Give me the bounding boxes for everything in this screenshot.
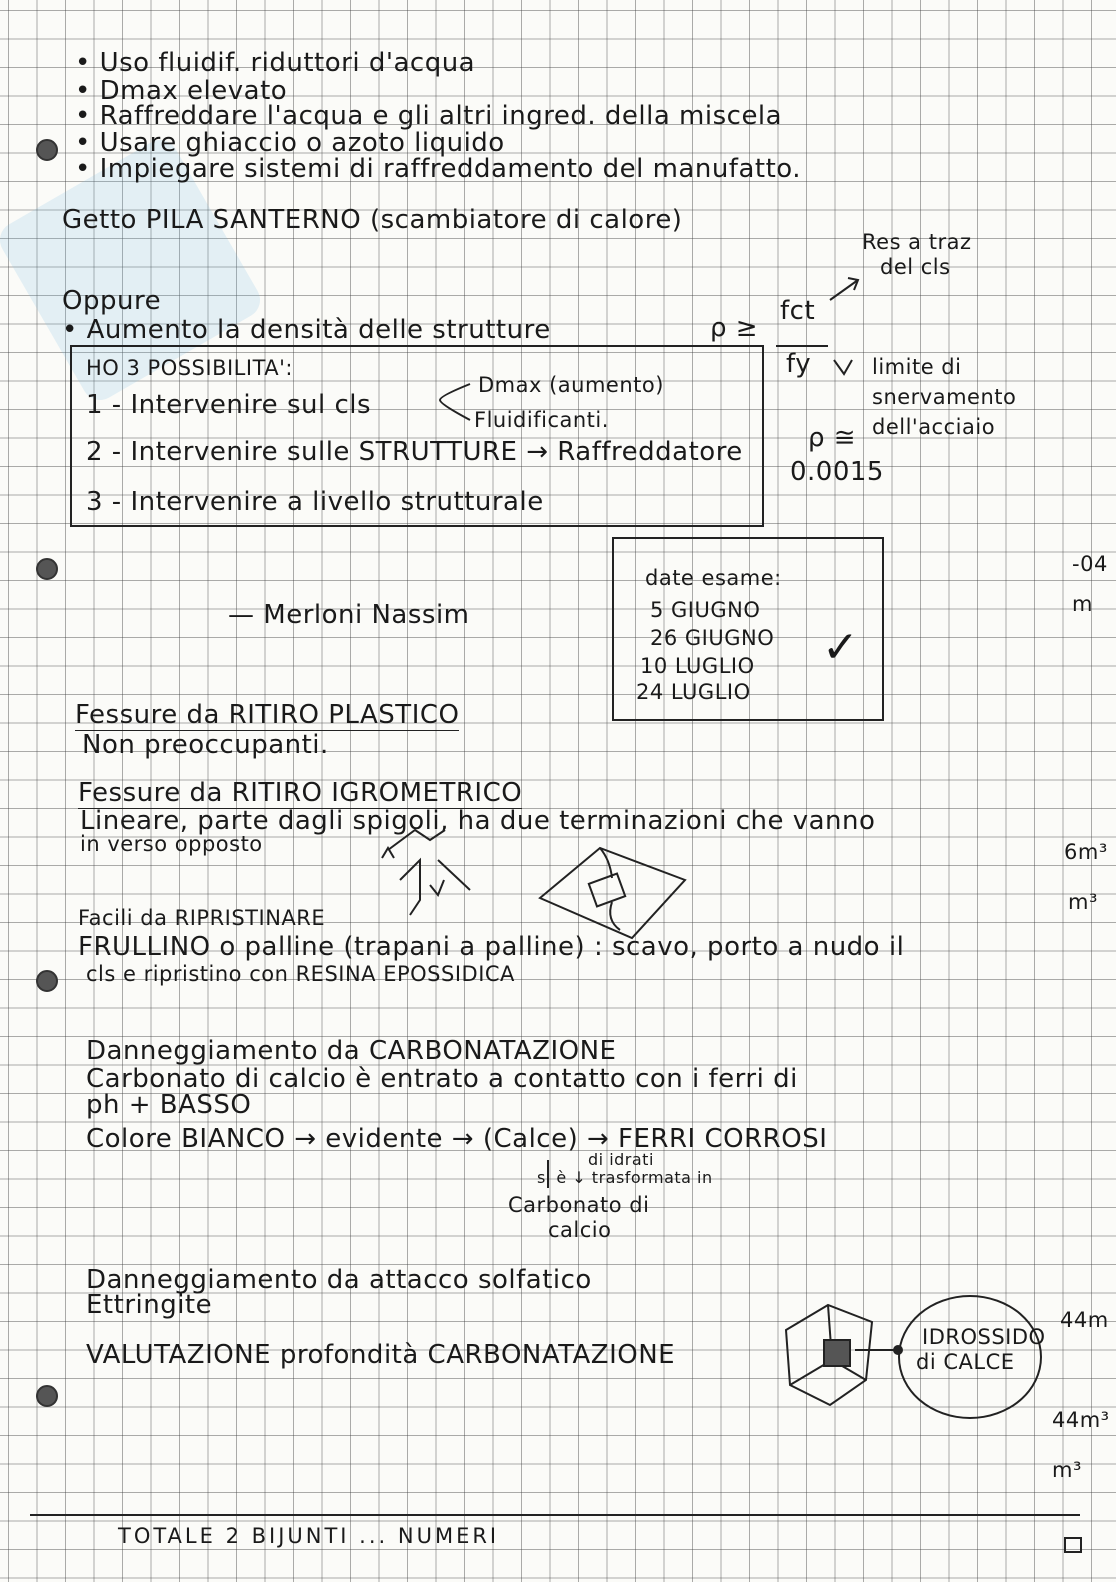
section-heading: Danneggiamento da attacco solfatico — [86, 1265, 592, 1295]
crack-square-sketch — [540, 848, 685, 938]
formula-approx: ρ ≅ — [808, 423, 857, 453]
date-item: 5 GIUGNO — [650, 598, 761, 622]
possibilita-item: 1 - Intervenire sul cls — [86, 390, 372, 420]
aumento-line: • Aumento la densità delle strutture — [62, 315, 551, 345]
margin-mark: 44m — [1060, 1308, 1109, 1332]
margin-mark: m³ — [1068, 890, 1098, 914]
section-heading: Fessure da RITIRO PLASTICO — [75, 700, 460, 730]
margin-mark: -04 — [1072, 552, 1108, 576]
note-line: ph + BASSO — [86, 1090, 252, 1120]
fluid-label: Fluidificanti. — [474, 408, 609, 432]
crack-sketch — [388, 830, 445, 850]
note-line: Lineare, parte dagli spigoli, ha due terminazioni che vanno — [80, 806, 876, 836]
date-item: 10 LUGLIO — [640, 654, 755, 678]
date-item: 24 LUGLIO — [636, 680, 751, 704]
formula-rho: ρ ≥ — [710, 313, 759, 343]
note-line: • Usare ghiaccio o azoto liquido — [75, 128, 505, 158]
margin-mark: 6m³ — [1064, 840, 1108, 864]
res-label: Res a traz — [862, 230, 972, 254]
note-line: cls e ripristino con RESINA EPOSSIDICA — [86, 962, 515, 986]
note-line: FRULLINO o palline (trapani a palline) : scavo, porto a nudo il — [78, 932, 905, 962]
possibilita-title: HO 3 POSSIBILITA': — [86, 356, 293, 380]
valutazione-line: VALUTAZIONE profondità CARBONATAZIONE — [86, 1340, 676, 1370]
formula-den: fy — [786, 349, 812, 379]
date-title: date esame: — [645, 566, 782, 590]
dmax-label: Dmax (aumento) — [478, 373, 664, 397]
note-line: • Uso fluidif. riduttori d'acqua — [75, 48, 476, 78]
corner-mark — [1065, 1538, 1081, 1552]
section-heading: Facili da RIPRISTINARE — [78, 906, 326, 930]
possibilita-item: 2 - Intervenire sulle STRUTTURE → Raffreddatore — [86, 437, 743, 467]
margin-mark: 44m³ — [1052, 1408, 1110, 1432]
arrow-down-icon — [834, 360, 852, 374]
carbonato-label: calcio — [548, 1218, 612, 1242]
note-line: • Dmax elevato — [75, 76, 288, 106]
res-label: del cls — [880, 255, 951, 279]
section-heading: Fessure da RITIRO IGROMETRICO — [78, 778, 523, 808]
limite-line: limite di — [872, 355, 962, 379]
check-icon: ✓ — [822, 622, 860, 673]
possibilita-item: 3 - Intervenire a livello strutturale — [86, 487, 544, 517]
carbonato-label: Carbonato di — [508, 1193, 650, 1217]
getto-heading: Getto PILA SANTERNO (scambiatore di calore) — [62, 205, 683, 235]
trasformata-label: si è ↓ trasformata in — [537, 1168, 713, 1187]
footer-text: TOTALE 2 BIJUNTI ... NUMERI — [118, 1524, 500, 1548]
note-line: Non preoccupanti. — [82, 730, 329, 760]
formula-value: 0.0015 — [790, 457, 884, 487]
date-item: 26 GIUGNO — [650, 626, 775, 650]
margin-mark: m³ — [1052, 1458, 1082, 1482]
idrossido-label: IDROSSIDO — [922, 1325, 1046, 1349]
oppure-label: Oppure — [62, 286, 162, 316]
limite-line: dell'acciaio — [872, 415, 996, 439]
note-line: • Impiegare sistemi di raffreddamento del manufatto. — [75, 154, 801, 184]
note-line: Ettringite — [86, 1290, 213, 1320]
brace-icon — [440, 384, 470, 420]
arrow-icon — [830, 280, 858, 300]
idrati-label: di idrati — [588, 1150, 654, 1169]
idrossido-label: di CALCE — [916, 1350, 1015, 1374]
student-name: — Merloni Nassim — [228, 600, 470, 630]
formula-num: fct — [780, 296, 816, 326]
margin-mark: m — [1072, 592, 1093, 616]
colore-line: Colore BIANCO → evidente → (Calce) → FERRI CORROSI — [86, 1124, 828, 1154]
note-line: in verso opposto — [80, 832, 263, 856]
note-line: Carbonato di calcio è entrato a contatto con i ferri di — [86, 1064, 798, 1094]
limite-line: snervamento — [872, 385, 1017, 409]
section-heading: Danneggiamento da CARBONATAZIONE — [86, 1036, 617, 1066]
note-line: • Raffreddare l'acqua e gli altri ingred. della miscela — [75, 101, 783, 131]
